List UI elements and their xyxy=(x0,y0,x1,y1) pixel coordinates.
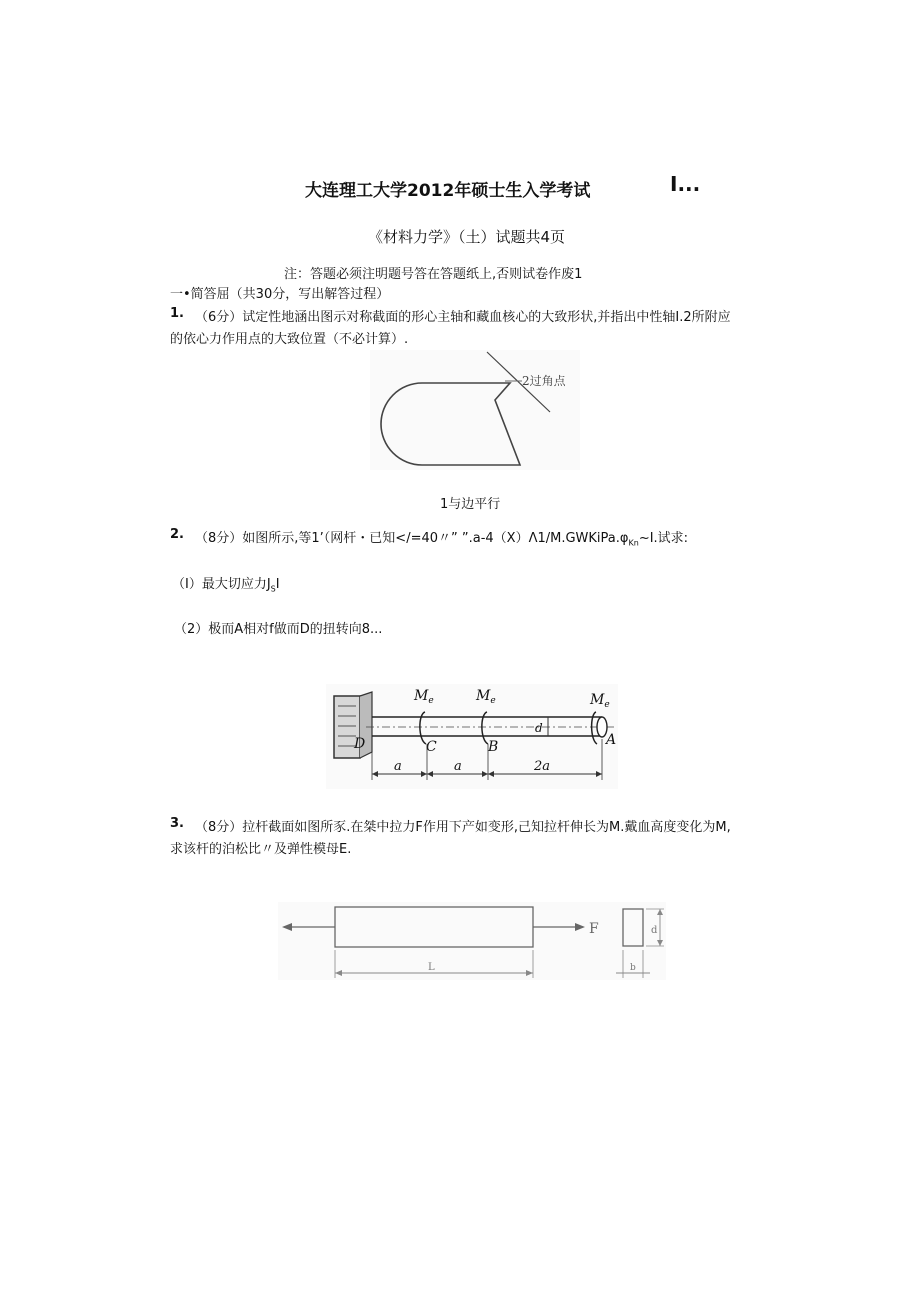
point-label-a: A xyxy=(606,732,617,748)
exam-subtitle: 《材料力学》（土）试题共4页 xyxy=(368,228,566,246)
q2-item1-sub: S xyxy=(270,584,276,594)
dim-label-2: a xyxy=(454,759,462,774)
width-label: b xyxy=(630,963,636,973)
force-label: F xyxy=(589,921,599,937)
exam-note: 注：答题必须注明题号答在答题纸上,否则试卷作废1 xyxy=(284,267,583,282)
q2-item1 xyxy=(172,573,280,594)
q2-item2: （2）极而A相对f做而D的扭转向8... xyxy=(174,622,383,637)
exam-title: 大连理工大学2012年硕士生入学考试 xyxy=(305,181,591,201)
q2-text-sub: Kn xyxy=(628,538,639,548)
q3-line2: 求该杆的泊松比〃及弹性模母E. xyxy=(170,842,352,857)
diameter-label: d xyxy=(535,721,543,735)
corner-point-label: 2过角点 xyxy=(522,374,566,388)
q2-text-main: （8分）如图所示,等1’（网杆・已知</=40〃” ”.a-4（X）Λ1/M.GWKiPa.φ xyxy=(195,531,629,546)
torque-label-b: $M_e$ xyxy=(476,688,496,706)
q2-text xyxy=(195,527,688,548)
q2-text-tail: ~I.试求: xyxy=(638,531,689,546)
point-label-c: C xyxy=(426,739,437,755)
q3-line1: （8分）拉杆截面如图所豕.在桀中拉力F作用下产如变形,己知拉杆伸长为M.戴血高度变化为M, xyxy=(195,820,731,835)
point-label-b: B xyxy=(488,739,499,755)
q1-line2: 的依心力作用点的大致位置（不必计算）. xyxy=(170,332,409,347)
q1-line1: （6分）试定性地涵出图示对称截面的形心主轴和藏血核心的大致形状,并指出中性轴I.2所附应 xyxy=(195,310,731,325)
dim-label-3: 2a xyxy=(534,759,551,774)
q1-number: 1. xyxy=(170,306,184,321)
torque-label-c: $M_e$ xyxy=(414,688,434,706)
title-mark: I... xyxy=(670,172,701,196)
dim-label-1: a xyxy=(394,759,402,774)
height-label: d xyxy=(651,925,658,936)
torque-label-a: $M_e$ xyxy=(590,692,610,710)
point-label-d: D xyxy=(354,736,366,752)
q2-shaft-figure xyxy=(326,684,618,789)
q1-section-figure xyxy=(370,350,580,470)
length-label: L xyxy=(428,962,435,973)
q2-item1-main: （I）最大切应力J xyxy=(172,577,271,592)
q3-bar-figure xyxy=(278,902,666,980)
section-heading: 一•简答屈（共30分，写出解答过程） xyxy=(170,287,390,302)
q2-number: 2. xyxy=(170,527,184,542)
q3-number: 3. xyxy=(170,816,184,831)
q2-item1-tail: I xyxy=(275,577,280,592)
q1-caption: 1与边平行 xyxy=(440,497,501,512)
